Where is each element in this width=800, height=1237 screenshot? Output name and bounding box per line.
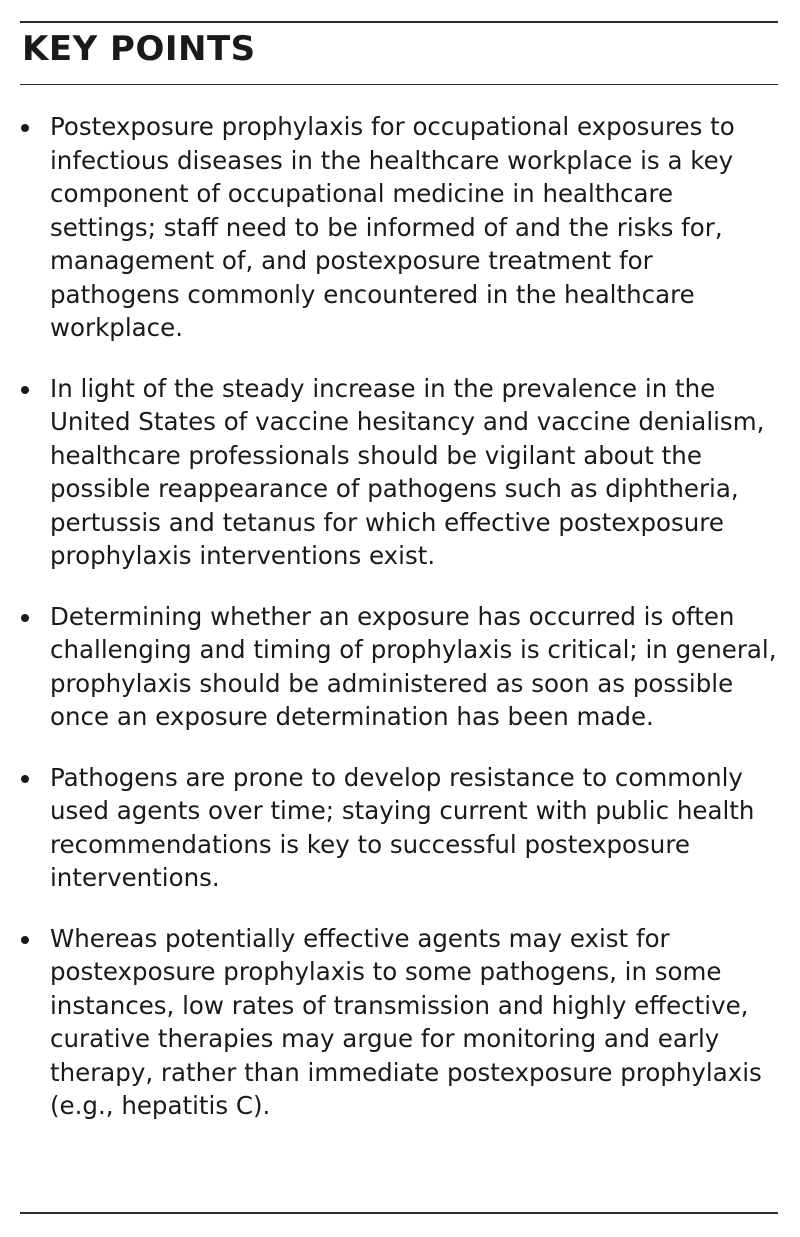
bullet-icon <box>21 775 29 783</box>
top-rule <box>20 21 778 23</box>
key-points-box <box>20 0 778 1237</box>
bottom-rule <box>20 1212 778 1214</box>
key-point-item <box>20 761 778 895</box>
key-point-text: Postexposure prophylaxis for occupational exposures to infectious diseases in the healthcare workplace is a key component of occupational medicine in healthcare settings; staff need to be informed of and the risks for, management of, and postexposure treatment for pathogens commonly encountered in the healthcare workplace. <box>50 112 735 342</box>
key-point-text: Determining whether an exposure has occurred is often challenging and timing of prophylaxis is critical; in general, prophylaxis should be administered as soon as possible once an exposure determination has been made. <box>50 601 777 731</box>
key-point-item <box>20 372 778 573</box>
key-points-heading: KEY POINTS <box>22 29 256 69</box>
key-point-item <box>20 922 778 1123</box>
bullet-icon <box>21 614 29 622</box>
key-point-text: Whereas potentially effective agents may exist for postexposure prophylaxis to some pathogens, in some instances, low rates of transmission and highly effective, curative therapies may argue for monitoring and early therapy, rather than immediate postexposure prophylaxis (e.g., hepatitis C). <box>50 923 762 1120</box>
bullet-icon <box>21 386 29 394</box>
key-points-list <box>20 110 778 1150</box>
bullet-icon <box>21 936 29 944</box>
heading-rule <box>20 84 778 85</box>
key-point-text: Pathogens are prone to develop resistance to commonly used agents over time; staying current with public health recommendations is key to successful postexposure interventions. <box>50 762 755 892</box>
key-point-text: In light of the steady increase in the prevalence in the United States of vaccine hesitancy and vaccine denialism, healthcare professionals should be vigilant about the possible reappearance of pathogens such as diphtheria, pertussis and tetanus for which effective postexposure prophylaxis interventions exist. <box>50 373 765 570</box>
key-point-item <box>20 600 778 734</box>
key-point-item <box>20 110 778 345</box>
bullet-icon <box>21 124 29 132</box>
